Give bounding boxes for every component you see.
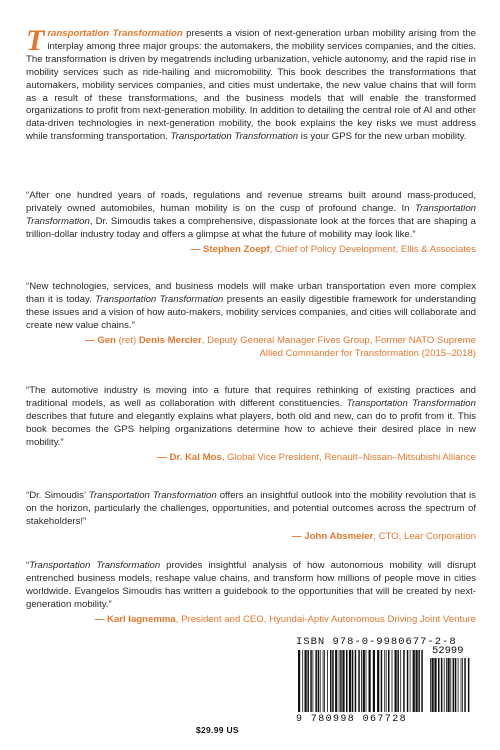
barcode-bar [410,650,411,712]
barcode-bar [355,650,357,712]
barcode-bar [446,658,447,712]
quote-title: Transportation Transformation [346,397,476,409]
endorser-name: Karl Iagnemma [106,613,176,625]
barcode-bar [298,650,300,712]
dash: — [84,334,98,346]
barcode-bar [461,658,462,712]
isbn-label: ISBN 978-0-9980677-2-8 [296,636,457,648]
book-title-italic: Transportation Transformation [170,131,299,143]
barcode-bar [395,650,397,712]
barcode-bar [305,650,307,712]
quote-text: provides insightful analysis of how autonomous mobility will disrupt entrenched business models, reshape value chains, and transform how millions of people move in cities worldwide. Evangelos Simoudis has written a guidebook to the opportunities that will be created by next-generation mobility.” [26,560,476,610]
endorser-role: , Chief of Policy Development, Ellis & Associates [269,243,476,255]
endorser-name: John Absmeier [304,530,374,542]
quote-text: , Dr. Simoudis takes a comprehensive, dispassionate look at the forces that are shaping a trillion-dollar industry today and offers a glimpse at what the future of mobility may look like.” [26,215,476,240]
barcode-bar [377,650,379,712]
barcode-bar [392,650,393,712]
barcode-bar [381,650,383,712]
quote-title: Transportation Transformation [88,490,217,501]
endorsement-iagnemma [26,560,476,627]
barcode-bar [320,650,321,712]
endorser-role: , Global Vice President, Renault–Nissan–Mitsubishi Alliance [221,451,476,463]
barcode-bar [438,658,440,712]
barcode-bar [468,658,470,712]
barcode-bar [324,650,325,712]
endorser-name: Dr. Kal Mos [169,451,222,463]
barcode-bar [335,650,337,712]
barcode-bar [441,658,443,712]
barcode-bar [327,650,328,712]
rank: Gen [97,334,116,346]
barcode-bar [332,650,334,712]
description-end: is your GPS for the new urban mobility. [298,131,467,143]
barcode-bar [455,658,457,712]
barcode-bar [302,650,303,712]
barcode-bar [307,650,309,712]
endorsement-attribution [26,452,476,465]
barcode-bar [421,650,423,712]
barcode-bar [310,650,312,712]
book-description [26,24,477,144]
barcode-bar [352,650,354,712]
quote-title: Transportation Transformation [95,293,224,305]
barcode-bar [400,650,401,712]
endorsement-zoepf [26,190,476,257]
barcode-bar [342,650,344,712]
dash: — [292,530,305,542]
barcode-bar [330,650,332,712]
quote-text: describes that future and elegantly explains what players, both old and new, can do to profit from it. This book becomes the GPS helping organizations determine how to achieve their desired place in new mobility.” [26,410,476,448]
quote-text: “After one hundred years of roads, regulations and revenue streams built around mass-produced, privately owned automobiles, human mobility is on the cusp of profound change. In [26,190,476,214]
endorsement-attribution [26,244,476,257]
barcode-bar [323,650,324,712]
endorser-role: , CTO, Lear Corporation [373,530,476,542]
barcode-bar [462,658,463,712]
barcode-bar [363,650,365,712]
endorser-role: , President and CEO, Hyundai-Aptiv Autonomous Driving Joint Venture [175,613,476,625]
barcode-bar [450,658,451,712]
barcode-bar [453,658,455,712]
barcode-bar [339,650,340,712]
barcode-bar [464,658,466,712]
endorsement-attribution [26,531,476,544]
barcode-bar [349,650,351,712]
barcode-bar [403,650,405,712]
quote-text: “The automotive industry is moving into a future that requires rethinking of existing practices and traditional models, as well as collaboration with different constituencies. [26,385,476,409]
quote-text: “ [26,560,30,571]
price-label: $29.99 US [196,725,239,735]
barcode-bar [373,650,375,712]
quote-text: “New technologies, services, and business models will make urban transportation even more complex than it is today. [26,281,476,305]
quote-text: offers an insightful outlook into the mobility revolution that is on the horizon, particularly the challenges, opportunities, and potential outcomes across the spectrum of stakeholders!” [26,490,476,527]
barcode-bar [407,650,409,712]
quote-text: “Dr. Simoudis’ [26,490,89,501]
quote-text: presents an easily digestible framework for understanding these issues and a vision of how auto-makers, mobility services companies, and cities will collaborate and create new value chains.” [26,293,476,331]
barcode-bar [388,650,390,712]
barcode-bar [346,650,348,712]
barcode-bar [444,658,445,712]
rank-note: (ret) [115,334,139,346]
quote-title: Transportation Transformation [26,202,476,227]
barcode-bar [430,658,431,712]
book-title-lead: ransportation Transformation [47,28,183,39]
barcode-bar [315,650,317,712]
barcode-bar [313,650,314,712]
barcode-bar [369,650,371,712]
barcode-bar [361,650,362,712]
endorsement-mercier [26,281,476,360]
dash: — [157,451,170,463]
barcode-bar [340,650,342,712]
barcode-bar [448,658,450,712]
barcode-bar [432,658,434,712]
ean-number: 9 780998 067728 [296,714,408,725]
description-text: presents a vision of next-generation urban mobility arising from the interplay among three major groups: the automakers, the mobility services companies, and the cities. The transformation is driven by megatrends including urbanization, vehicle autonomy, and the rapid rise in mobility services such as ride-hailing and micromobility. This book describes the transformations that automakers, mobility services companies, and cities must undertake, the new value chains that will form as a result of these transformations, and the business models that will enable the transformed organizations to profit from next-generation mobility. In addition to detailing the central role of AI and other data-driven technologies in next-generation mobility, the book explains the key risks we must address while transforming transportation. [26,28,477,143]
endorsement-absmeier [26,490,476,544]
barcode-bar [413,650,415,712]
barcode-bar [418,650,420,712]
barcode-bar [434,658,436,712]
dash: — [94,613,107,625]
addon-barcode [430,658,470,712]
endorsement-mos [26,385,476,464]
barcode-bar [318,650,320,712]
ean-barcode [298,650,423,712]
dash: — [190,243,204,255]
endorsement-attribution [26,335,476,361]
barcode-bar [386,650,387,712]
barcode-bar [366,650,367,712]
endorser-name: Denis Mercier [138,334,202,346]
barcode-bar [358,650,360,712]
drop-cap: T [26,24,45,57]
quote-title: Transportation Transformation [29,560,161,571]
barcode-bar [458,658,459,712]
price-addon-number: 52999 [432,645,464,657]
endorser-role: , Deputy General Manager Fives Group, Former NATO Supreme Allied Commander for Transformation (2015–2018) [201,334,476,359]
barcode-bar [397,650,399,712]
endorser-name: Stephen Zoepf [203,243,270,255]
endorsement-attribution [26,614,476,627]
barcode-bar [416,650,418,712]
barcode-bar [384,650,385,712]
